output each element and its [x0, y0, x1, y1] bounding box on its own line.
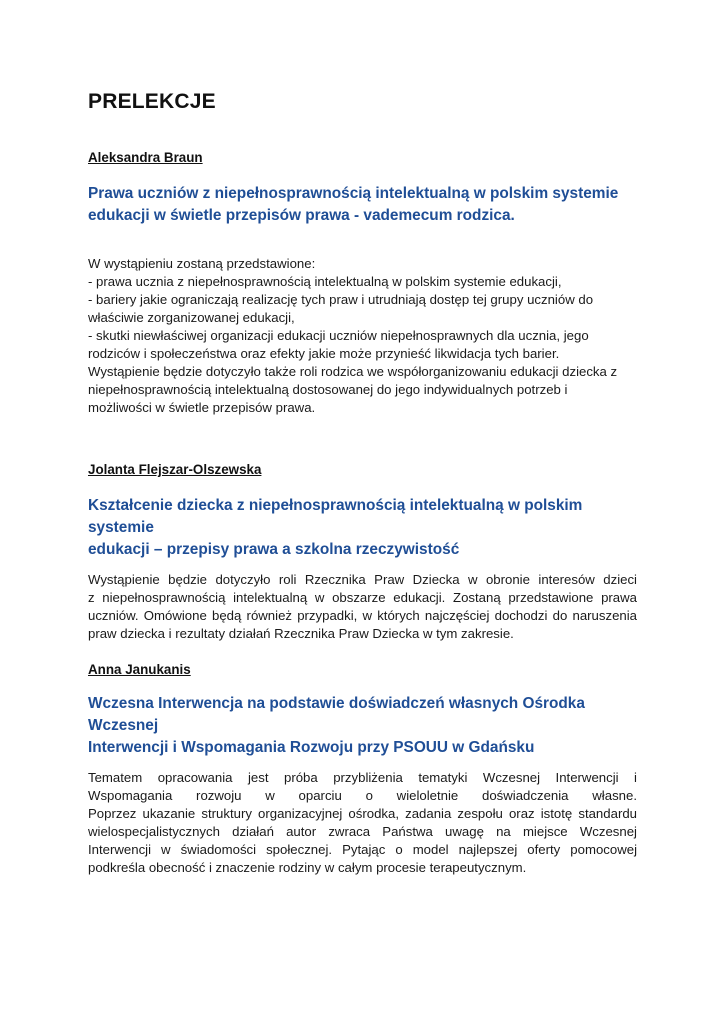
description-line: Wystąpienie będzie dotyczyło roli Rzecznika Praw Dziecka w obronie interesów dzieci [88, 572, 637, 587]
author-name: Jolanta Flejszar-Olszewska [88, 462, 262, 477]
description-line: Wspomagania rozwoju w oparciu o wieloletnie doświadczenia własne. [88, 788, 637, 803]
description-line: Poprzez ukazanie struktury organizacyjnej ośrodka, zadania zespołu oraz istotę standardu [88, 806, 637, 821]
description-line: możliwości w świetle przepisów prawa. [88, 400, 316, 415]
lecture-description [88, 571, 637, 643]
description-line: W wystąpieniu zostaną przedstawione: [88, 256, 316, 271]
lecture-section-janukanis [88, 661, 637, 877]
description-line: Wystąpienie będzie dotyczyło także roli rodzica we współorganizowaniu edukacji dziecka z [88, 364, 618, 379]
lecture-title-line: Prawa uczniów z niepełnosprawnością intelektualną w polskim systemie [88, 185, 619, 202]
lecture-title [88, 183, 637, 227]
lecture-section-braun [88, 149, 637, 417]
lecture-title-line: Kształcenie dziecka z niepełnosprawnością intelektualną w polskim systemie [88, 497, 583, 536]
description-line: - bariery jakie ograniczają realizację tych praw i utrudniają dostęp tej grupy uczniów do [88, 292, 594, 307]
lecture-description [88, 769, 637, 877]
lecture-title [88, 495, 637, 561]
description-line: wielospecjalistycznych działań autor zwraca Państwa uwagę na miejsce Wczesnej [88, 824, 637, 839]
page-title: PRELEKCJE [88, 90, 216, 113]
description-line: podkreśla obecność i znaczenie rodziny w całym procesie terapeutycznym. [88, 860, 527, 875]
description-line: właściwie zorganizowanej edukacji, [88, 310, 295, 325]
document-page [88, 0, 637, 1024]
description-line: Interwencji w świadomości społecznej. Pytając o model najlepszej oferty pomocowej [88, 842, 637, 857]
lecture-title [88, 693, 637, 759]
description-line: niepełnosprawnością intelektualną dostosowanej do jego indywidualnych potrzeb i [88, 382, 568, 397]
lecture-section-flejszar-olszewska [88, 461, 637, 643]
description-line: Tematem opracowania jest próba przybliżenia tematyki Wczesnej Interwencji i [88, 770, 637, 785]
author-name: Anna Janukanis [88, 662, 191, 677]
lecture-title-line: Interwencji i Wspomagania Rozwoju przy PSOUU w Gdańsku [88, 739, 535, 756]
description-line: - prawa ucznia z niepełnosprawnością intelektualną w polskim systemie edukacji, [88, 274, 562, 289]
description-line: - skutki niewłaściwej organizacji edukacji uczniów niepełnosprawnych dla ucznia, jego [88, 328, 589, 343]
description-line: z niepełnosprawnością intelektualną w obszarze edukacji. Zostaną przedstawione prawa [88, 590, 637, 605]
description-line: rodziców i społeczeństwa oraz efekty jakie może przynieść likwidacja tych barier. [88, 346, 560, 361]
lecture-title-line: edukacji w świetle przepisów prawa - vademecum rodzica. [88, 207, 515, 224]
lecture-title-line: Wczesna Interwencja na podstawie doświadczeń własnych Ośrodka Wczesnej [88, 695, 585, 734]
lecture-title-line: edukacji – przepisy prawa a szkolna rzeczywistość [88, 541, 460, 558]
lecture-description [88, 255, 637, 417]
author-name: Aleksandra Braun [88, 150, 203, 165]
description-line: praw dziecka i rezultaty działań Rzecznika Praw Dziecka w tym zakresie. [88, 626, 514, 641]
description-line: uczniów. Omówione będą również przypadki, w których najczęściej dochodzi do naruszenia [88, 608, 637, 623]
